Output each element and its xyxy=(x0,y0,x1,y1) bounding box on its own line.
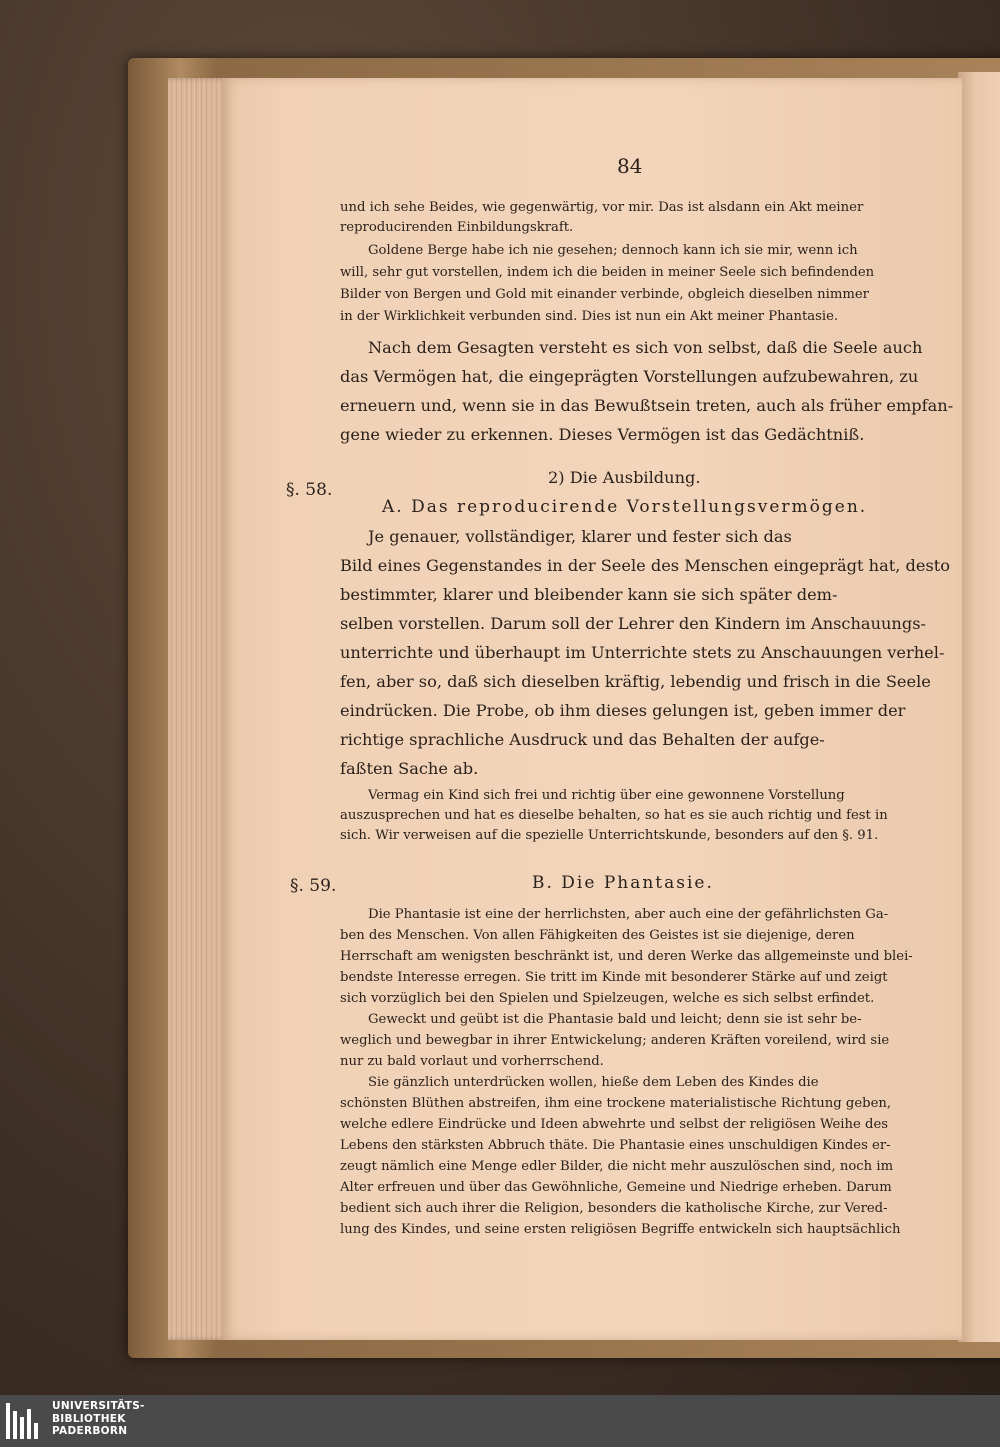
text-line: und ich sehe Beides, wie gegenwärtig, vor mir. Das ist alsdann ein Akt meiner xyxy=(340,200,864,215)
text-line: Nach dem Gesagten versteht es sich von selbst, daß die Seele auch xyxy=(368,338,923,357)
library-name xyxy=(52,1400,145,1438)
text-line: Lebens den stärksten Abbruch thäte. Die Phantasie eines unschuldigen Kindes er- xyxy=(340,1138,891,1153)
text-line: §. 59. xyxy=(290,876,337,896)
text-line: gene wieder zu erkennen. Dieses Vermögen ist das Gedächtniß. xyxy=(340,425,865,444)
text-line: reproducirenden Einbildungskraft. xyxy=(340,220,574,235)
text-line: zeugt nämlich eine Menge edler Bilder, die nicht mehr auszulöschen sind, noch im xyxy=(340,1159,894,1174)
text-line: selben vorstellen. Darum soll der Lehrer den Kindern im Anschauungs- xyxy=(340,614,926,633)
next-page-edge xyxy=(958,72,1000,1342)
text-line: A. Das reproducirende Vorstellungsvermögen. xyxy=(382,497,868,517)
text-line: in der Wirklichkeit verbunden sind. Dies ist nun ein Akt meiner Phantasie. xyxy=(340,309,839,324)
text-line: Vermag ein Kind sich frei und richtig über eine gewonnene Vorstellung xyxy=(368,788,845,803)
text-line: Goldene Berge habe ich nie gesehen; dennoch kann ich sie mir, wenn ich xyxy=(368,243,858,258)
text-line: sich vorzüglich bei den Spielen und Spielzeugen, welche es sich selbst erfindet. xyxy=(340,991,875,1006)
text-line: B. Die Phantasie. xyxy=(532,873,714,893)
text-line: bendste Interesse erregen. Sie tritt im Kinde mit besonderer Stärke auf und zeigt xyxy=(340,970,888,985)
library-logo-icon xyxy=(6,1403,44,1439)
page-number: 84 xyxy=(617,154,643,178)
text-line: ben des Menschen. Von allen Fähigkeiten des Geistes ist sie diejenige, deren xyxy=(340,928,855,943)
text-line: will, sehr gut vorstellen, indem ich die beiden in meiner Seele sich befindenden xyxy=(340,265,875,280)
library-name-line2: BIBLIOTHEK xyxy=(52,1412,126,1425)
text-line: nur zu bald vorlaut und vorherrschend. xyxy=(340,1054,604,1069)
library-name-line3: PADERBORN xyxy=(52,1425,128,1437)
text-line: Die Phantasie ist eine der herrlichsten, aber auch eine der gefährlichsten Ga- xyxy=(368,907,889,922)
text-line: schönsten Blüthen abstreifen, ihm eine trockene materialistische Richtung geben, xyxy=(340,1096,892,1111)
text-line: erneuern und, wenn sie in das Bewußtsein treten, auch als früher empfan- xyxy=(340,396,954,415)
text-line: auszusprechen und hat es dieselbe behalten, so hat es sie auch richtig und fest in xyxy=(340,808,888,823)
text-line: §. 58. xyxy=(286,480,333,500)
text-line: weglich und bewegbar in ihrer Entwickelung; anderen Kräften voreilend, wird sie xyxy=(340,1033,890,1048)
text-line: bedient sich auch ihrer die Religion, besonders die katholische Kirche, zur Vered- xyxy=(340,1201,888,1216)
text-line: Alter erfreuen und über das Gewöhnliche, Gemeine und Niedrige erheben. Darum xyxy=(340,1180,892,1195)
library-name-line1: UNIVERSITÄTS- xyxy=(52,1400,145,1412)
text-line: das Vermögen hat, die eingeprägten Vorstellungen aufzubewahren, zu xyxy=(340,367,919,386)
text-line: Geweckt und geübt ist die Phantasie bald und leicht; denn sie ist sehr be- xyxy=(368,1012,862,1027)
text-line: richtige sprachliche Ausdruck und das Behalten der aufge- xyxy=(340,730,825,749)
text-line: fen, aber so, daß sich dieselben kräftig, lebendig und frisch in die Seele xyxy=(340,672,931,691)
text-line: bestimmter, klarer und bleibender kann sie sich später dem- xyxy=(340,585,838,604)
text-line: sich. Wir verweisen auf die spezielle Unterrichtskunde, besonders auf den §. 91. xyxy=(340,828,879,843)
text-line: faßten Sache ab. xyxy=(340,759,479,778)
text-line: unterrichte und überhaupt im Unterrichte stets zu Anschauungen verhel- xyxy=(340,643,945,662)
text-line: Bild eines Gegenstandes in der Seele des Menschen eingeprägt hat, desto xyxy=(340,556,951,575)
library-footer xyxy=(0,1395,1000,1447)
text-line: Sie gänzlich unterdrücken wollen, hieße dem Leben des Kindes die xyxy=(368,1075,819,1090)
text-line: welche edlere Eindrücke und Ideen abwehrte und selbst der religiösen Weihe des xyxy=(340,1117,889,1132)
text-line: Bilder von Bergen und Gold mit einander verbinde, obgleich dieselben nimmer xyxy=(340,287,869,302)
text-line: Je genauer, vollständiger, klarer und fester sich das xyxy=(368,527,792,546)
text-line: lung des Kindes, und seine ersten religiösen Begriffe entwickeln sich hauptsächlich xyxy=(340,1222,901,1237)
text-line: 2) Die Ausbildung. xyxy=(548,468,701,487)
text-line: eindrücken. Die Probe, ob ihm dieses gelungen ist, geben immer der xyxy=(340,701,906,720)
text-line: Herrschaft am wenigsten beschränkt ist, und deren Werke das allgemeinste und blei- xyxy=(340,949,913,964)
